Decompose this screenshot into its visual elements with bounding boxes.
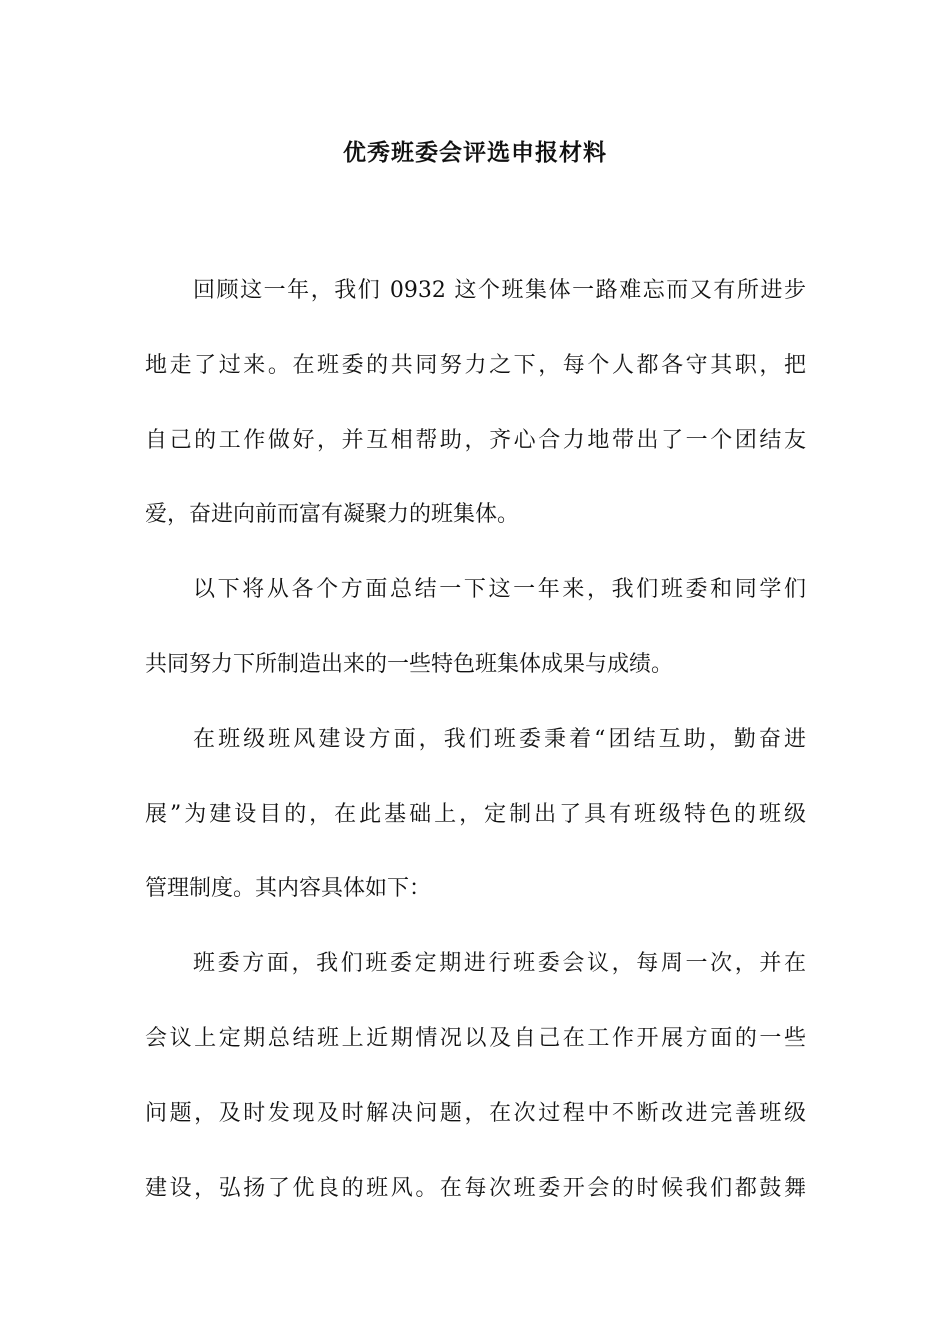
paragraph-line: 回顾这一年，我们 0932 这个班集体一路难忘而又有所进步 bbox=[193, 278, 806, 303]
paragraph-review bbox=[145, 254, 806, 553]
paragraph-line: 爱，奋进向前而富有凝聚力的班集体。 bbox=[145, 502, 520, 528]
paragraph-line: 自己的工作做好，并互相帮助，齐心合力地带出了一个团结友 bbox=[145, 427, 806, 453]
document-title: 优秀班委会评选申报材料 bbox=[343, 139, 607, 166]
document-body bbox=[145, 254, 806, 1226]
paragraph-summary-intro bbox=[145, 553, 806, 703]
paragraph-line: 班委方面，我们班委定期进行班委会议，每周一次，并在 bbox=[193, 951, 806, 977]
paragraph-line: 展”为建设目的，在此基础上，定制出了具有班级特色的班级 bbox=[145, 801, 806, 827]
paragraph-line: 以下将从各个方面总结一下这一年来，我们班委和同学们 bbox=[193, 577, 806, 603]
paragraph-line: 建设，弘扬了优良的班风。在每次班委开会的时候我们都鼓舞 bbox=[145, 1175, 806, 1201]
paragraph-class-style bbox=[145, 703, 806, 927]
paragraph-line: 共同努力下所制造出来的一些特色班集体成果与成绩。 bbox=[145, 651, 674, 677]
paragraph-committee bbox=[145, 927, 806, 1226]
paragraph-line: 管理制度。其内容具体如下： bbox=[145, 876, 432, 902]
paragraph-line: 在班级班风建设方面，我们班委秉着“团结互助，勤奋进 bbox=[193, 726, 806, 752]
paragraph-line: 会议上定期总结班上近期情况以及自己在工作开展方面的一些 bbox=[145, 1025, 806, 1051]
paragraph-line: 地走了过来。在班委的共同努力之下，每个人都各守其职，把 bbox=[145, 352, 806, 378]
paragraph-line: 问题，及时发现及时解决问题，在次过程中不断改进完善班级 bbox=[145, 1100, 806, 1126]
